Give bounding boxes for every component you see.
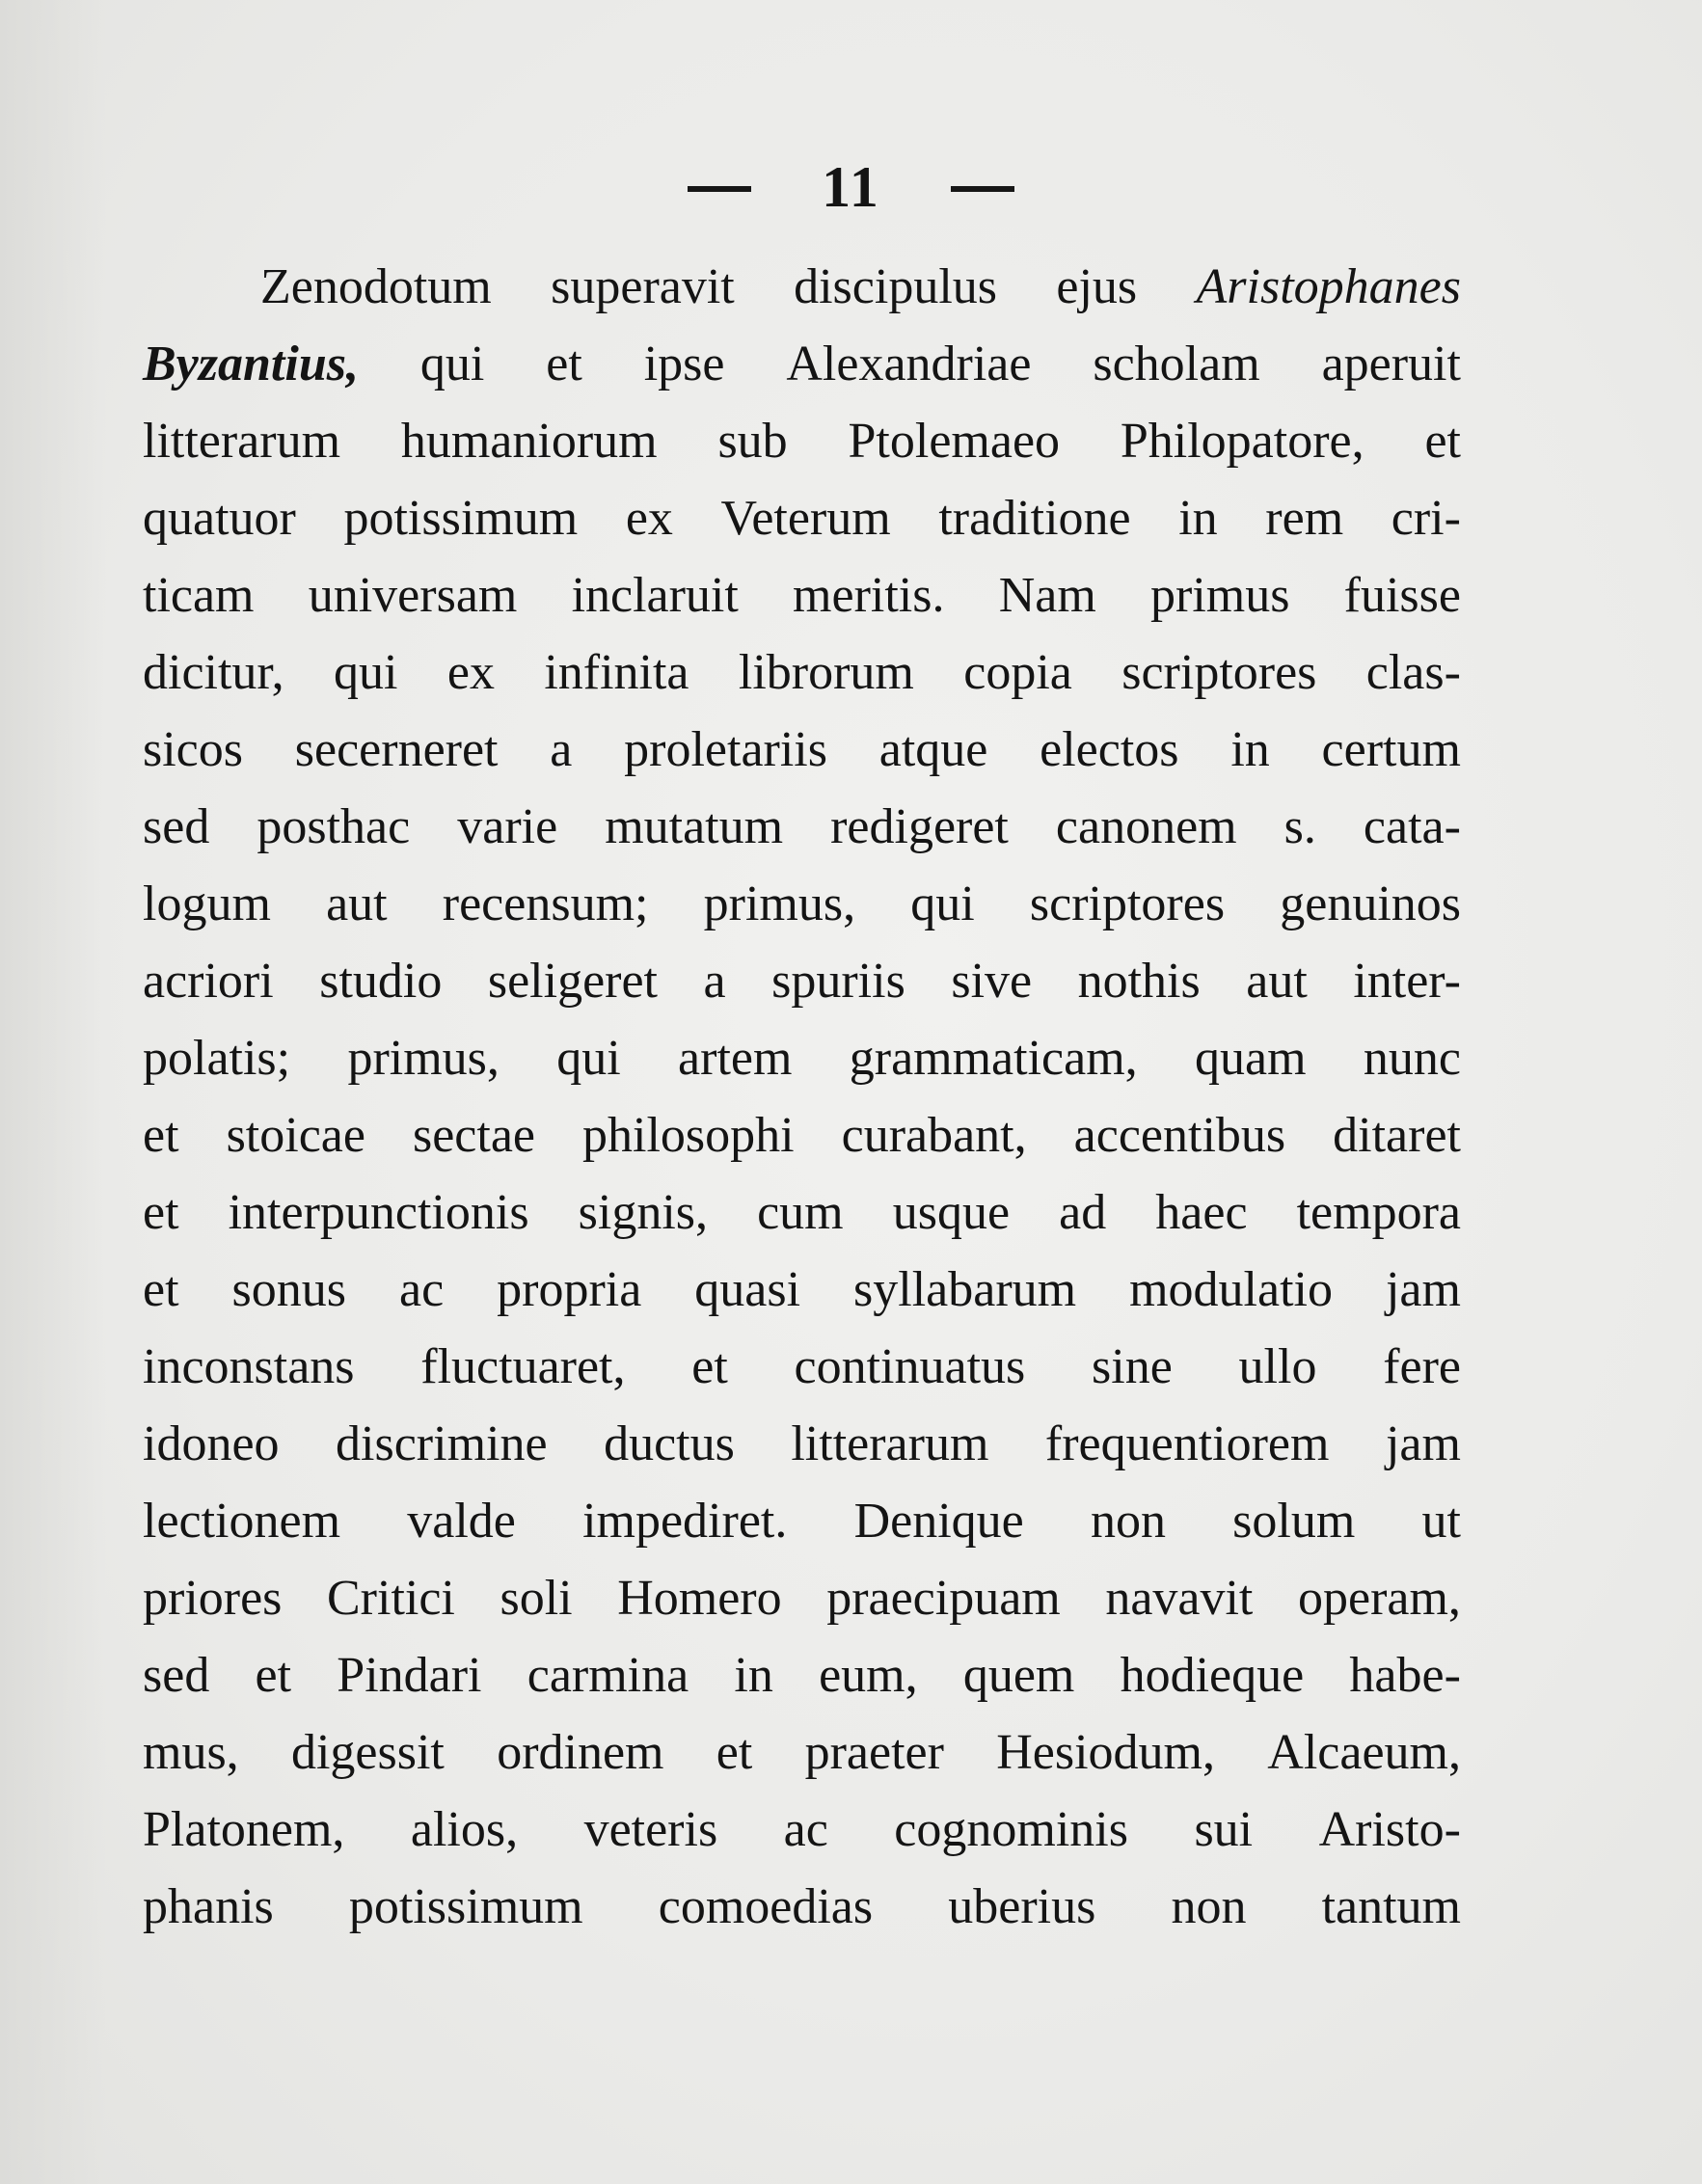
- word: meritis.: [793, 568, 945, 623]
- word: signis,: [578, 1185, 709, 1240]
- word: Aristophanes: [1196, 259, 1461, 314]
- word: comoedias: [658, 1879, 874, 1934]
- word: primus: [1150, 568, 1290, 623]
- word: cata-: [1363, 799, 1461, 854]
- word: s.: [1283, 799, 1316, 854]
- word: universam: [308, 568, 518, 623]
- word: tantum: [1321, 1879, 1461, 1934]
- gutter-shadow: [0, 0, 106, 2184]
- word: inter-: [1353, 954, 1461, 1009]
- word: aperuit: [1321, 337, 1461, 391]
- right-dash: [951, 186, 1014, 192]
- word: sui: [1194, 1802, 1254, 1857]
- word: in: [734, 1648, 773, 1703]
- word: spuriis: [771, 954, 905, 1009]
- word: Homero: [617, 1571, 782, 1626]
- word: uberius: [948, 1879, 1096, 1934]
- word: Denique: [853, 1494, 1024, 1549]
- word: inclaruit: [571, 568, 739, 623]
- word: lectionem: [143, 1494, 341, 1549]
- word: Veterum: [720, 491, 891, 546]
- word: praeter: [804, 1725, 944, 1780]
- word: usque: [892, 1185, 1011, 1240]
- word: quem: [962, 1648, 1075, 1703]
- text-line: [143, 634, 1461, 712]
- word: hodieque: [1120, 1648, 1305, 1703]
- word: genuinos: [1280, 876, 1461, 931]
- word: qui: [910, 876, 975, 931]
- word: primus,: [703, 876, 856, 931]
- word: varie: [457, 799, 558, 854]
- word: non: [1171, 1879, 1247, 1934]
- word: fuisse: [1343, 568, 1461, 623]
- word: carmina: [527, 1648, 689, 1703]
- word: sub: [717, 414, 788, 469]
- page-number: 11: [822, 155, 880, 219]
- word: alios,: [410, 1802, 519, 1857]
- word: potissimum: [348, 1879, 583, 1934]
- word: Byzantius,: [143, 337, 359, 391]
- word: solum: [1232, 1494, 1356, 1549]
- word: certum: [1321, 722, 1461, 777]
- word: studio: [319, 954, 443, 1009]
- word: cri-: [1391, 491, 1461, 546]
- word: et: [546, 337, 582, 391]
- word: scriptores: [1121, 645, 1317, 700]
- word: Alexandriae: [786, 337, 1032, 391]
- word: clas-: [1365, 645, 1461, 700]
- word: sed: [143, 799, 210, 854]
- word: Ptolemaeo: [848, 414, 1061, 469]
- word: modulatio: [1129, 1262, 1333, 1317]
- word: seligeret: [487, 954, 658, 1009]
- text-line: [143, 943, 1461, 1020]
- word: recensum;: [442, 876, 649, 931]
- word: et: [143, 1185, 179, 1240]
- word: secerneret: [294, 722, 499, 777]
- text-line: [143, 1560, 1461, 1637]
- word: ex: [625, 491, 673, 546]
- text-line: [143, 249, 1461, 326]
- word: phanis: [143, 1879, 274, 1934]
- word: qui: [556, 1031, 621, 1086]
- word: sectae: [412, 1108, 535, 1163]
- word: soli: [500, 1571, 573, 1626]
- word: jam: [1385, 1416, 1461, 1471]
- word: priores: [143, 1571, 283, 1626]
- word: propria: [497, 1262, 642, 1317]
- word: qui: [334, 645, 398, 700]
- word: primus,: [347, 1031, 500, 1086]
- word: impediret.: [582, 1494, 788, 1549]
- word: veteris: [583, 1802, 718, 1857]
- word: quatuor: [143, 491, 296, 546]
- text-line: [143, 557, 1461, 634]
- word: idoneo: [143, 1416, 280, 1471]
- word: acriori: [143, 954, 274, 1009]
- word: polatis;: [143, 1031, 291, 1086]
- word: aut: [326, 876, 388, 931]
- word: Philopatore,: [1120, 414, 1364, 469]
- word: in: [1178, 491, 1218, 546]
- word: philosophi: [582, 1108, 795, 1163]
- word: quasi: [694, 1262, 801, 1317]
- word: jam: [1385, 1262, 1461, 1317]
- text-line: [143, 1792, 1461, 1869]
- text-line: [143, 1714, 1461, 1792]
- word: superavit: [551, 259, 735, 314]
- word: rem: [1265, 491, 1344, 546]
- word: mutatum: [605, 799, 784, 854]
- word: nothis: [1077, 954, 1201, 1009]
- word: electos: [1040, 722, 1179, 777]
- word: interpunctionis: [228, 1185, 529, 1240]
- word: in: [1230, 722, 1270, 777]
- word: et: [716, 1725, 753, 1780]
- text-line: [143, 403, 1461, 480]
- word: sine: [1092, 1339, 1173, 1394]
- word: dicitur,: [143, 645, 284, 700]
- word: sive: [951, 954, 1033, 1009]
- word: ditaret: [1333, 1108, 1461, 1163]
- word: infinita: [544, 645, 689, 700]
- word: mus,: [143, 1725, 239, 1780]
- word: ductus: [604, 1416, 735, 1471]
- text-line: [143, 1406, 1461, 1483]
- word: sed: [143, 1648, 210, 1703]
- text-line: [143, 1174, 1461, 1252]
- word: Zenodotum: [260, 259, 492, 314]
- text-line: [143, 1329, 1461, 1406]
- word: et: [143, 1262, 179, 1317]
- word: operam,: [1297, 1571, 1461, 1626]
- word: frequentiorem: [1044, 1416, 1330, 1471]
- word: inconstans: [143, 1339, 355, 1394]
- word: Platonem,: [143, 1802, 345, 1857]
- word: ejus: [1056, 259, 1138, 314]
- body-text: [143, 249, 1461, 1946]
- word: canonem: [1055, 799, 1237, 854]
- text-line: [143, 1020, 1461, 1097]
- word: ipse: [643, 337, 725, 391]
- word: ullo: [1238, 1339, 1317, 1394]
- word: valde: [407, 1494, 516, 1549]
- word: litterarum: [143, 414, 341, 469]
- word: et: [255, 1648, 292, 1703]
- word: a: [703, 954, 726, 1009]
- text-line: [143, 326, 1461, 403]
- word: atque: [878, 722, 988, 777]
- word: ticam: [143, 568, 255, 623]
- word: haec: [1155, 1185, 1248, 1240]
- word: quam: [1194, 1031, 1307, 1086]
- word: aut: [1246, 954, 1308, 1009]
- word: redigeret: [830, 799, 1009, 854]
- text-line: [143, 1252, 1461, 1329]
- word: ac: [783, 1802, 828, 1857]
- word: scholam: [1093, 337, 1260, 391]
- page-number-header: [0, 154, 1702, 221]
- word: ex: [446, 645, 495, 700]
- word: eum,: [819, 1648, 918, 1703]
- word: traditione: [938, 491, 1131, 546]
- word: navavit: [1105, 1571, 1254, 1626]
- word: Pindari: [337, 1648, 482, 1703]
- word: habe-: [1349, 1648, 1461, 1703]
- left-dash: [688, 186, 751, 192]
- word: potissimum: [343, 491, 579, 546]
- word: ut: [1421, 1494, 1461, 1549]
- text-line: [143, 1869, 1461, 1946]
- word: stoicae: [226, 1108, 365, 1163]
- word: et: [691, 1339, 728, 1394]
- word: curabant,: [841, 1108, 1027, 1163]
- word: humaniorum: [400, 414, 658, 469]
- word: copia: [963, 645, 1072, 700]
- word: non: [1090, 1494, 1166, 1549]
- text-line: [143, 866, 1461, 943]
- word: scriptores: [1029, 876, 1226, 931]
- word: nunc: [1363, 1031, 1461, 1086]
- word: librorum: [738, 645, 914, 700]
- word: et: [1424, 414, 1461, 469]
- word: proletariis: [624, 722, 827, 777]
- word: discipulus: [794, 259, 998, 314]
- word: digessit: [290, 1725, 445, 1780]
- word: Hesiodum,: [996, 1725, 1215, 1780]
- text-line: [143, 1637, 1461, 1714]
- word: cognominis: [894, 1802, 1128, 1857]
- word: accentibus: [1073, 1108, 1286, 1163]
- word: litterarum: [791, 1416, 989, 1471]
- word: Nam: [998, 568, 1096, 623]
- word: logum: [143, 876, 271, 931]
- word: sonus: [231, 1262, 346, 1317]
- text-line: [143, 712, 1461, 789]
- text-line: [143, 480, 1461, 557]
- word: discrimine: [336, 1416, 548, 1471]
- word: a: [550, 722, 573, 777]
- text-line: [143, 789, 1461, 866]
- word: sicos: [143, 722, 243, 777]
- word: ordinem: [497, 1725, 664, 1780]
- word: artem: [678, 1031, 793, 1086]
- word: Critici: [327, 1571, 455, 1626]
- word: Alcaeum,: [1267, 1725, 1461, 1780]
- word: praecipuam: [826, 1571, 1061, 1626]
- word: syllabarum: [853, 1262, 1077, 1317]
- word: Aristo-: [1318, 1802, 1461, 1857]
- word: posthac: [257, 799, 411, 854]
- word: ac: [398, 1262, 445, 1317]
- word: grammaticam,: [849, 1031, 1138, 1086]
- word: ad: [1059, 1185, 1107, 1240]
- word: fere: [1383, 1339, 1461, 1394]
- word: continuatus: [794, 1339, 1026, 1394]
- text-line: [143, 1097, 1461, 1174]
- word: fluctuaret,: [420, 1339, 626, 1394]
- word: cum: [757, 1185, 844, 1240]
- word: et: [143, 1108, 179, 1163]
- text-line: [143, 1483, 1461, 1560]
- word: qui: [419, 337, 485, 391]
- word: tempora: [1296, 1185, 1461, 1240]
